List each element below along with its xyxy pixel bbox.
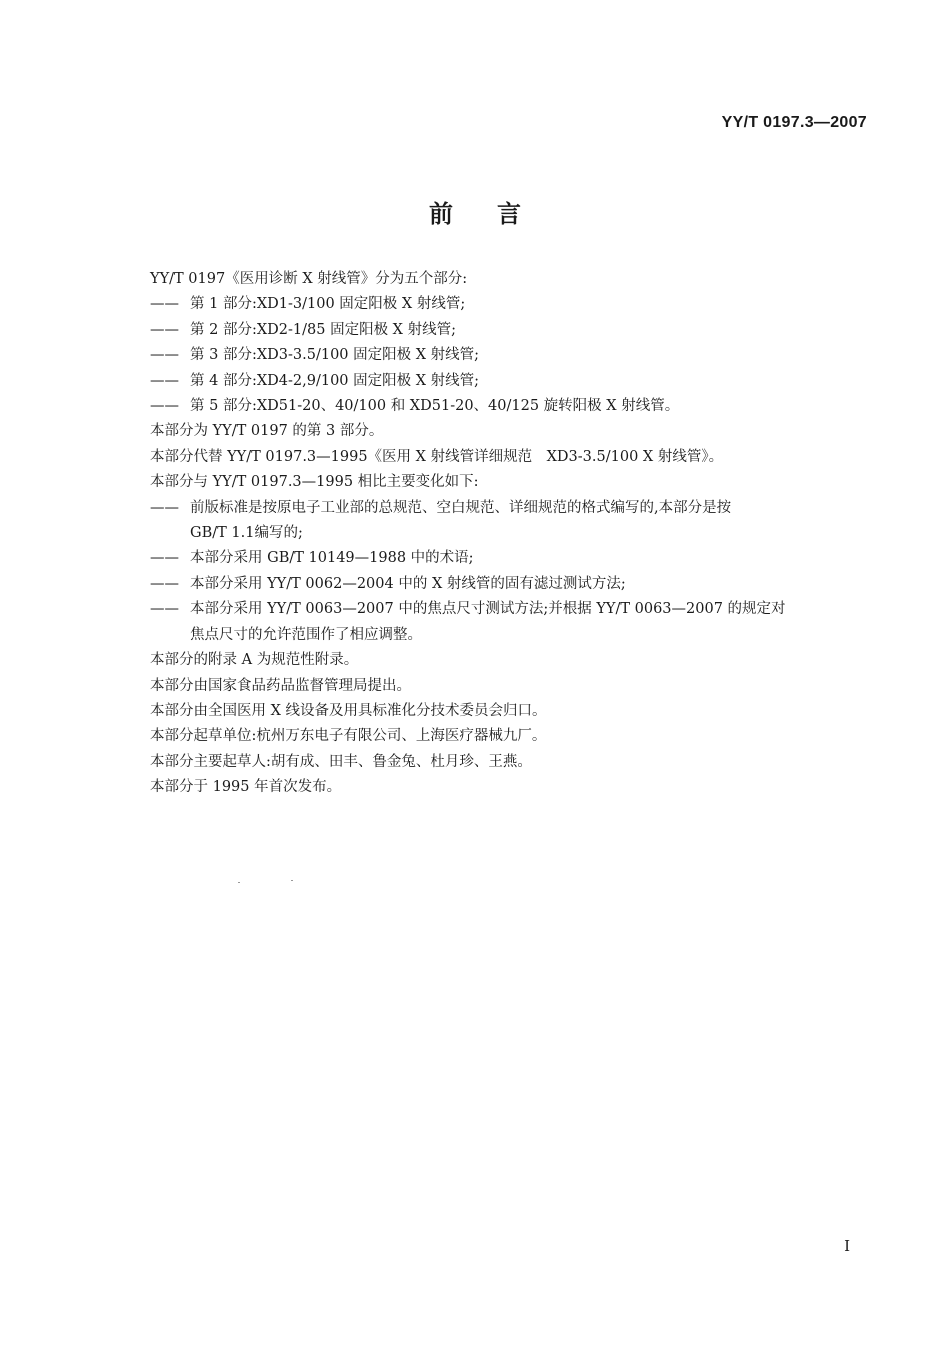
scan-speck [291, 880, 293, 881]
list-item-change-3 [150, 572, 866, 597]
paragraph-replaces [150, 445, 866, 470]
dash-marker: —— [150, 296, 179, 313]
dash-marker: —— [150, 550, 179, 567]
paragraph-text: 本部分由全国医用 X 线设备及用具标准化分技术委员会归口。 [150, 702, 547, 719]
paragraph-text: YY/T 0197《医用诊断 X 射线管》分为五个部分: [150, 271, 468, 287]
list-item-text: 前版标准是按原电子工业部的总规范、空白规范、详细规范的格式编写的,本部分是按 [190, 499, 732, 516]
paragraph-appendix [150, 648, 866, 673]
list-item-text: 本部分采用 YY/T 0062—2004 中的 X 射线管的固有滤过测试方法; [190, 575, 626, 592]
scan-speck [238, 882, 240, 883]
list-item-part-1 [150, 292, 866, 317]
dash-marker: —— [150, 601, 179, 618]
list-item-text: 第 5 部分:XD51-20、40/100 和 XD51-20、40/125 旋转阳极 X 射线管。 [190, 398, 680, 415]
paragraph-text: 本部分起草单位:杭州万东电子有限公司、上海医疗器械九厂。 [150, 728, 547, 745]
list-item-change-1 [150, 496, 866, 521]
list-item-text: 第 4 部分:XD4-2,9/100 固定阳极 X 射线管; [190, 372, 480, 389]
paragraph-text: 本部分的附录 A 为规范性附录。 [150, 652, 359, 669]
paragraph-text: 本部分由国家食品药品监督管理局提出。 [150, 677, 411, 694]
paragraph-text: 本部分为 YY/T 0197 的第 3 部分。 [150, 423, 384, 440]
dash-marker: —— [150, 499, 179, 516]
page-number: I [844, 1237, 850, 1255]
dash-marker: —— [150, 321, 179, 338]
list-item-text: 本部分采用 YY/T 0063—2007 中的焦点尺寸测试方法;并根据 YY/T 0063—2007 的规定对 [190, 601, 786, 618]
list-item-part-4 [150, 369, 866, 394]
dash-marker: —— [150, 575, 179, 592]
paragraph-committee [150, 699, 866, 724]
paragraph-part-number [150, 419, 866, 444]
page-title: 前言 [429, 200, 565, 228]
paragraph-text: 本部分于 1995 年首次发布。 [150, 779, 342, 796]
list-item-text: 本部分采用 GB/T 10149—1988 中的术语; [190, 550, 474, 567]
paragraph-changes-intro [150, 470, 866, 495]
paragraph-first-published [150, 775, 866, 800]
paragraph-drafting-units [150, 724, 866, 749]
list-item-change-1-continuation: GB/T 1.1编写的; [190, 525, 303, 542]
list-item-part-3 [150, 343, 866, 368]
standard-code: YY/T 0197.3—2007 [721, 114, 867, 131]
paragraph-proposer [150, 674, 866, 699]
paragraph-text: 本部分代替 YY/T 0197.3—1995《医用 X 射线管详细规范 XD3-3.5/100 X 射线管》。 [150, 448, 724, 465]
foreword-body [150, 267, 866, 801]
list-item-text: 第 3 部分:XD3-3.5/100 固定阳极 X 射线管; [190, 347, 480, 364]
list-item-part-5 [150, 394, 866, 419]
list-item-change-2 [150, 546, 866, 571]
list-item-text: 第 1 部分:XD1-3/100 固定阳极 X 射线管; [190, 296, 466, 313]
paragraph-drafters [150, 750, 866, 775]
paragraph-parts-intro [150, 267, 866, 292]
list-item-part-2 [150, 318, 866, 343]
paragraph-text: 本部分与 YY/T 0197.3—1995 相比主要变化如下: [150, 474, 479, 491]
dash-marker: —— [150, 398, 179, 415]
list-item-text: 第 2 部分:XD2-1/85 固定阳极 X 射线管; [190, 321, 456, 338]
list-item-change-4-continuation: 焦点尺寸的允许范围作了相应调整。 [190, 626, 422, 643]
list-item-change-4 [150, 597, 866, 622]
paragraph-text: 本部分主要起草人:胡有成、田丰、鲁金兔、杜月珍、王燕。 [150, 753, 532, 770]
dash-marker: —— [150, 347, 179, 364]
dash-marker: —— [150, 372, 179, 389]
